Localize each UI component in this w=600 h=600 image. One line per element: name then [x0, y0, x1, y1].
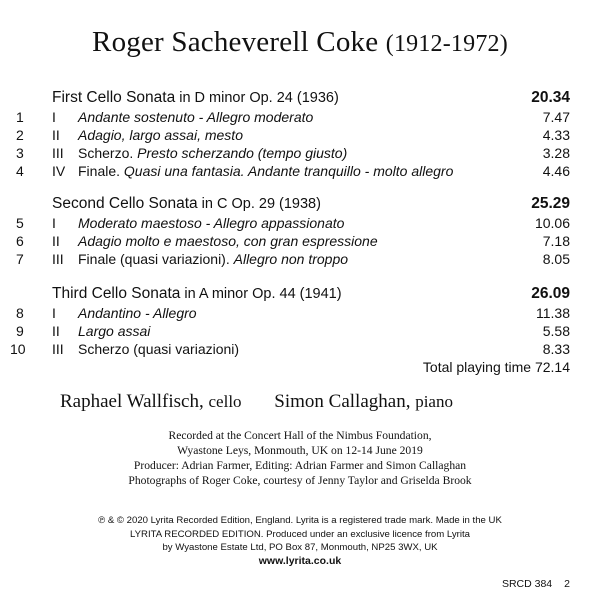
performer-role: piano — [415, 392, 453, 411]
track-description — [78, 215, 344, 231]
track-time: 8.33 — [542, 341, 570, 357]
track-number: 3 — [16, 145, 24, 161]
track-time: 10.06 — [534, 215, 570, 231]
desc-italic: Andante sostenuto - Allegro moderato — [78, 109, 314, 125]
credit-line: Wyastone Leys, Monmouth, UK on 12-14 June 2019 — [177, 444, 423, 457]
track-row — [0, 127, 570, 145]
work-title: Second Cello Sonata — [52, 195, 198, 212]
track-time: 8.05 — [542, 251, 570, 267]
composer-name: Roger Sacheverell Coke — [92, 26, 379, 58]
track-description — [78, 341, 239, 357]
desc-italic: Quasi una fantasia. Andante tranquillo - molto allegro — [123, 163, 454, 179]
track-row — [0, 145, 570, 163]
performer-role: cello — [208, 392, 242, 411]
performer-pianist: Simon Callaghan, piano — [274, 391, 453, 412]
movement-number: III — [52, 145, 64, 161]
legal-notice — [0, 514, 600, 568]
track-description — [78, 127, 243, 143]
track-time: 4.33 — [542, 127, 570, 143]
recording-credits — [0, 428, 600, 488]
desc-plain: Scherzo. — [78, 145, 138, 161]
desc-italic: Allegro non troppo — [233, 251, 349, 267]
work-details: in C Op. 29 (1938) — [197, 196, 321, 212]
performer-name: Raphael Wallfisch — [60, 391, 199, 412]
track-row — [0, 341, 570, 359]
track-time: 3.28 — [542, 145, 570, 161]
track-time: 4.46 — [542, 163, 570, 179]
work-duration: 20.34 — [531, 89, 570, 106]
track-row — [0, 323, 570, 341]
track-row — [0, 109, 570, 127]
track-description — [78, 251, 348, 267]
page-title — [0, 26, 600, 59]
track-time: 11.38 — [536, 305, 570, 321]
track-number: 5 — [16, 215, 24, 231]
catalog-number: SRCD 384 — [501, 578, 553, 590]
desc-plain: Finale (quasi variazioni). — [78, 251, 234, 267]
track-row — [0, 163, 570, 181]
track-row — [0, 251, 570, 269]
legal-line: LYRITA RECORDED EDITION. Produced under an exclusive licence from Lyrita — [130, 528, 470, 540]
desc-italic: Adagio molto e maestoso, con gran espressione — [78, 233, 378, 249]
movement-number: IV — [52, 163, 66, 179]
work-heading — [52, 285, 570, 305]
performer-cellist: Raphael Wallfisch, cello — [60, 391, 242, 412]
performer-name: Simon Callaghan — [274, 391, 406, 412]
work-details: in A minor Op. 44 (1941) — [180, 286, 342, 302]
movement-number: III — [52, 251, 64, 267]
work-title: First Cello Sonata — [52, 89, 176, 106]
track-row — [0, 305, 570, 323]
total-playing-time: Total playing time 72.14 — [422, 359, 570, 375]
work-title: Third Cello Sonata — [52, 285, 181, 302]
movement-number: I — [52, 109, 56, 125]
page-number: 2 — [564, 578, 570, 590]
track-description — [78, 109, 313, 125]
performers — [60, 391, 453, 413]
composer-years: (1912-1972) — [385, 31, 508, 57]
movement-number: II — [52, 127, 60, 143]
desc-italic: Adagio, largo assai, mesto — [78, 127, 243, 143]
track-description — [78, 323, 150, 339]
desc-italic: Presto scherzando (tempo giusto) — [137, 145, 348, 161]
work-duration: 25.29 — [531, 195, 570, 212]
desc-italic: Moderato maestoso - Allegro appassionato — [78, 215, 345, 231]
legal-line: by Wyastone Estate Ltd, PO Box 87, Monmouth, NP25 3WX, UK — [162, 542, 438, 553]
movement-number: II — [52, 233, 60, 249]
track-number: 4 — [16, 163, 24, 179]
work-heading — [52, 195, 570, 215]
website-url: www.lyrita.co.uk — [258, 554, 342, 567]
desc-plain: Scherzo (quasi variazioni) — [78, 341, 240, 357]
track-number: 6 — [16, 233, 24, 249]
movement-number: III — [52, 341, 64, 357]
track-number: 8 — [16, 305, 24, 321]
work-details: in D minor Op. 24 (1936) — [175, 90, 339, 106]
movement-number: I — [52, 215, 56, 231]
catalog-info — [502, 578, 570, 590]
track-description — [78, 145, 347, 161]
track-time: 7.18 — [542, 233, 570, 249]
track-description — [78, 233, 378, 249]
track-number: 10 — [10, 341, 26, 357]
track-row — [0, 215, 570, 233]
track-number: 9 — [16, 323, 24, 339]
track-number: 1 — [16, 109, 24, 125]
legal-line: ℗ & © 2020 Lyrita Recorded Edition, England. Lyrita is a registered trade mark. Made in the UK — [98, 515, 502, 526]
track-row — [0, 233, 570, 251]
desc-plain: Finale. — [78, 163, 124, 179]
work-duration: 26.09 — [531, 285, 570, 302]
track-time: 5.58 — [542, 323, 570, 339]
track-description — [78, 163, 453, 179]
work-heading — [52, 89, 570, 109]
credit-line: Producer: Adrian Farmer, Editing: Adrian Farmer and Simon Callaghan — [133, 459, 467, 472]
movement-number: I — [52, 305, 56, 321]
track-time: 7.47 — [542, 109, 570, 125]
track-number: 7 — [16, 251, 24, 267]
credit-line: Recorded at the Concert Hall of the Nimbus Foundation, — [168, 429, 432, 442]
desc-italic: Andantino - Allegro — [78, 305, 197, 321]
track-description — [78, 305, 197, 321]
desc-italic: Largo assai — [78, 323, 151, 339]
track-number: 2 — [16, 127, 24, 143]
movement-number: II — [52, 323, 60, 339]
credit-line: Photographs of Roger Coke, courtesy of Jenny Taylor and Griselda Brook — [128, 474, 472, 487]
